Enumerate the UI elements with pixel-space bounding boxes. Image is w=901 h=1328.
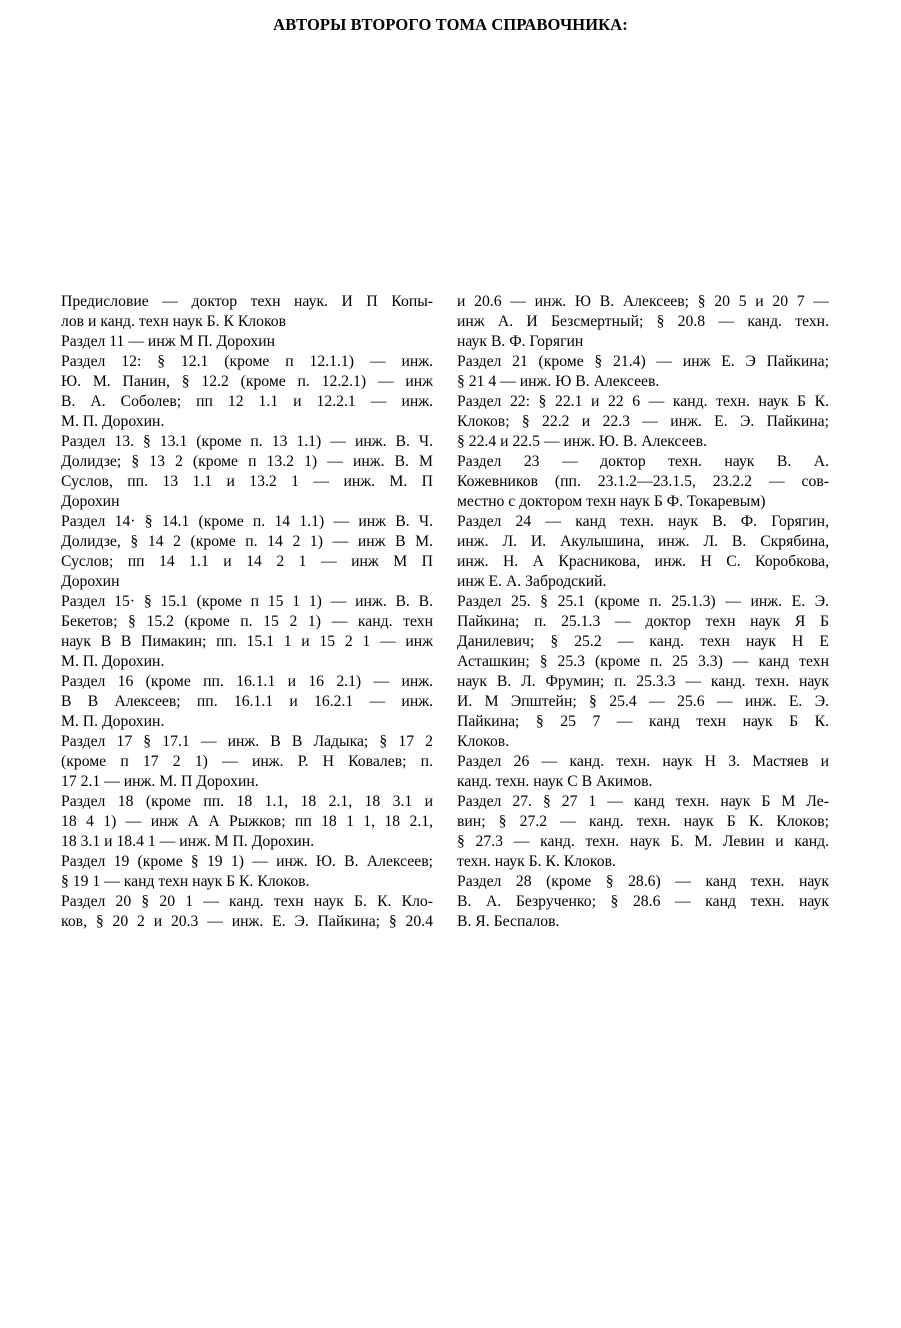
entry-line: Раздел 15· § 15.1 (кроме п 15 1 1) — инж. В. В. bbox=[61, 593, 433, 610]
author-entry-section-23 bbox=[457, 452, 829, 512]
entry-line: Пайкина; п. 25.1.3 — доктор техн наук Я Б bbox=[457, 613, 829, 630]
entry-line: Ю. М. Панин, § 12.2 (кроме п. 12.2.1) — инж bbox=[61, 373, 433, 390]
left-column bbox=[61, 292, 433, 932]
entry-line: Кожевников (пп. 23.1.2—23.1.5, 23.2.2 — сов- bbox=[457, 473, 829, 490]
entry-line: § 21 4 — инж. Ю В. Алексеев. bbox=[457, 373, 660, 390]
entry-line: наук В. Л. Фрумин; п. 25.3.3 — канд. техн. наук bbox=[457, 673, 829, 690]
entry-line: В. Я. Беспалов. bbox=[457, 913, 560, 930]
entry-line: Дорохин bbox=[61, 493, 120, 510]
entry-line: В. А. Соболев; пп 12 1.1 и 12.2.1 — инж. bbox=[61, 393, 433, 410]
entry-line: Суслов, пп. 13 1.1 и 13.2 1 — инж. М. П bbox=[61, 473, 433, 490]
entry-line: Раздел 24 — канд техн. наук В. Ф. Горягин, bbox=[457, 513, 829, 530]
entry-line: Бекетов; § 15.2 (кроме п. 15 2 1) — канд. техн bbox=[61, 613, 433, 630]
author-entry-section-15 bbox=[61, 592, 433, 672]
author-entry-section-12 bbox=[61, 352, 433, 432]
entry-line: Раздел 20 § 20 1 — канд. техн наук Б. К. Кло- bbox=[61, 893, 433, 910]
entry-line: Долидзе; § 13 2 (кроме п 13.2 1) — инж. В. М bbox=[61, 453, 433, 470]
entry-line: Раздел 17 § 17.1 — инж. В В Ладыка; § 17 2 bbox=[61, 733, 433, 750]
entry-line: вин; § 27.2 — канд. техн. наук Б К. Клоков; bbox=[457, 813, 829, 830]
author-entry-section-22 bbox=[457, 392, 829, 452]
entry-line: М. П. Дорохин. bbox=[61, 653, 165, 670]
entry-line: канд. техн. наук С В Акимов. bbox=[457, 773, 653, 790]
right-column bbox=[457, 292, 829, 932]
page-title: АВТОРЫ ВТОРОГО ТОМА СПРАВОЧНИКА: bbox=[273, 15, 628, 34]
entry-line: наук В. Ф. Горягин bbox=[457, 333, 584, 350]
entry-line: Раздел 16 (кроме пп. 16.1.1 и 16 2.1) — инж. bbox=[61, 673, 433, 690]
author-entry-section-21 bbox=[457, 352, 829, 392]
entry-line: Раздел 21 (кроме § 21.4) — инж Е. Э Пайкина; bbox=[457, 353, 829, 370]
entry-line: Предисловие — доктор техн наук. И П Копы- bbox=[61, 293, 433, 310]
entry-line: Клоков; § 22.2 и 22.3 — инж. Е. Э. Пайкина; bbox=[457, 413, 829, 430]
entry-line: Данилевич; § 25.2 — канд. техн наук Н Е bbox=[457, 633, 829, 650]
author-entry-section-26 bbox=[457, 752, 829, 792]
entry-line: 17 2.1 — инж. М. П Дорохин. bbox=[61, 773, 259, 790]
entry-line: И. М Эпштейн; § 25.4 — 25.6 — инж. Е. Э. bbox=[457, 693, 829, 710]
entry-line: Клоков. bbox=[457, 733, 510, 750]
entry-line: Раздел 18 (кроме пп. 18 1.1, 18 2.1, 18 3.1 и bbox=[61, 793, 433, 810]
entry-line: М. П. Дорохин. bbox=[61, 413, 165, 430]
entry-line: Раздел 13. § 13.1 (кроме п. 13 1.1) — инж. В. Ч. bbox=[61, 433, 433, 450]
entry-line: 18 3.1 и 18.4 1 — инж. М П. Дорохин. bbox=[61, 833, 315, 850]
entry-line: § 19 1 — канд техн наук Б К. Клоков. bbox=[61, 873, 310, 890]
entry-line: Пайкина; § 25 7 — канд техн наук Б К. bbox=[457, 713, 829, 730]
entry-line: ков, § 20 2 и 20.3 — инж. Е. Э. Пайкина; § 20.4 bbox=[61, 913, 433, 930]
entry-line: § 22.4 и 22.5 — инж. Ю. В. Алексеев. bbox=[457, 433, 707, 450]
author-entry-section-17 bbox=[61, 732, 433, 792]
author-entry-section-19 bbox=[61, 852, 433, 892]
entry-line: техн. наук Б. К. Клоков. bbox=[457, 853, 616, 870]
author-entry-section-24 bbox=[457, 512, 829, 592]
entry-line: (кроме п 17 2 1) — инж. Р. Н Ковалев; п. bbox=[61, 753, 433, 770]
author-entry-section-18 bbox=[61, 792, 433, 852]
entry-line: В В Алексеев; пп. 16.1.1 и 16.2.1 — инж. bbox=[61, 693, 433, 710]
entry-line: Раздел 27. § 27 1 — канд техн. наук Б М Ле- bbox=[457, 793, 829, 810]
entry-line: Раздел 26 — канд. техн. наук Н З. Мастяев и bbox=[457, 753, 829, 770]
author-entry-section-16 bbox=[61, 672, 433, 732]
author-entry-section-13 bbox=[61, 432, 433, 512]
entry-line: Раздел 25. § 25.1 (кроме п. 25.1.3) — инж. Е. Э. bbox=[457, 593, 829, 610]
entry-line: Асташкин; § 25.3 (кроме п. 25 3.3) — канд техн bbox=[457, 653, 829, 670]
entry-line: Раздел 19 (кроме § 19 1) — инж. Ю. В. Алексеев; bbox=[61, 853, 433, 870]
entry-line: Дорохин bbox=[61, 573, 120, 590]
entry-line: наук В В Пимакин; пп. 15.1 1 и 15 2 1 — инж bbox=[61, 633, 433, 650]
entry-line: инж. Н. А Красникова, инж. Н С. Коробкова, bbox=[457, 553, 829, 570]
author-entry-section-14 bbox=[61, 512, 433, 592]
entry-line: и 20.6 — инж. Ю В. Алексеев; § 20 5 и 20 7 — bbox=[457, 293, 829, 310]
entry-line: Раздел 11 — инж М П. Дорохин bbox=[61, 333, 276, 350]
author-entry-section-28 bbox=[457, 872, 829, 932]
entry-line: Раздел 22: § 22.1 и 22 6 — канд. техн. наук Б К. bbox=[457, 393, 829, 410]
author-entry-section-20-continued bbox=[457, 292, 829, 352]
entry-line: лов и канд. техн наук Б. К Клоков bbox=[61, 313, 287, 330]
entry-line: Раздел 12: § 12.1 (кроме п 12.1.1) — инж. bbox=[61, 353, 433, 370]
entry-line: М. П. Дорохин. bbox=[61, 713, 165, 730]
author-entry-preface bbox=[61, 292, 433, 332]
entry-line: В. А. Безрученко; § 28.6 — канд техн. наук bbox=[457, 893, 829, 910]
entry-line: инж. Л. И. Акулышина, инж. Л. В. Скрябина, bbox=[457, 533, 829, 550]
author-entry-section-20 bbox=[61, 892, 433, 932]
entry-line: инж Е. А. Забродский. bbox=[457, 573, 607, 590]
author-entry-section-27 bbox=[457, 792, 829, 872]
entry-line: Долидзе, § 14 2 (кроме п. 14 2 1) — инж В М. bbox=[61, 533, 433, 550]
entry-line: Раздел 28 (кроме § 28.6) — канд техн. наук bbox=[457, 873, 829, 890]
entry-line: инж А. И Безсмертный; § 20.8 — канд. техн. bbox=[457, 313, 829, 330]
entry-line: Раздел 14· § 14.1 (кроме п. 14 1.1) — инж В. Ч. bbox=[61, 513, 433, 530]
author-entry-section-25 bbox=[457, 592, 829, 752]
entry-line: 18 4 1) — инж А А Рыжков; пп 18 1 1, 18 2.1, bbox=[61, 813, 433, 830]
author-entry-section-11 bbox=[61, 332, 433, 352]
entry-line: Раздел 23 — доктор техн. наук В. А. bbox=[457, 453, 829, 470]
entry-line: Суслов; пп 14 1.1 и 14 2 1 — инж М П bbox=[61, 553, 433, 570]
entry-line: § 27.3 — канд. техн. наук Б. М. Левин и канд. bbox=[457, 833, 829, 850]
entry-line: местно с доктором техн наук Б Ф. Токаревым) bbox=[457, 493, 766, 510]
